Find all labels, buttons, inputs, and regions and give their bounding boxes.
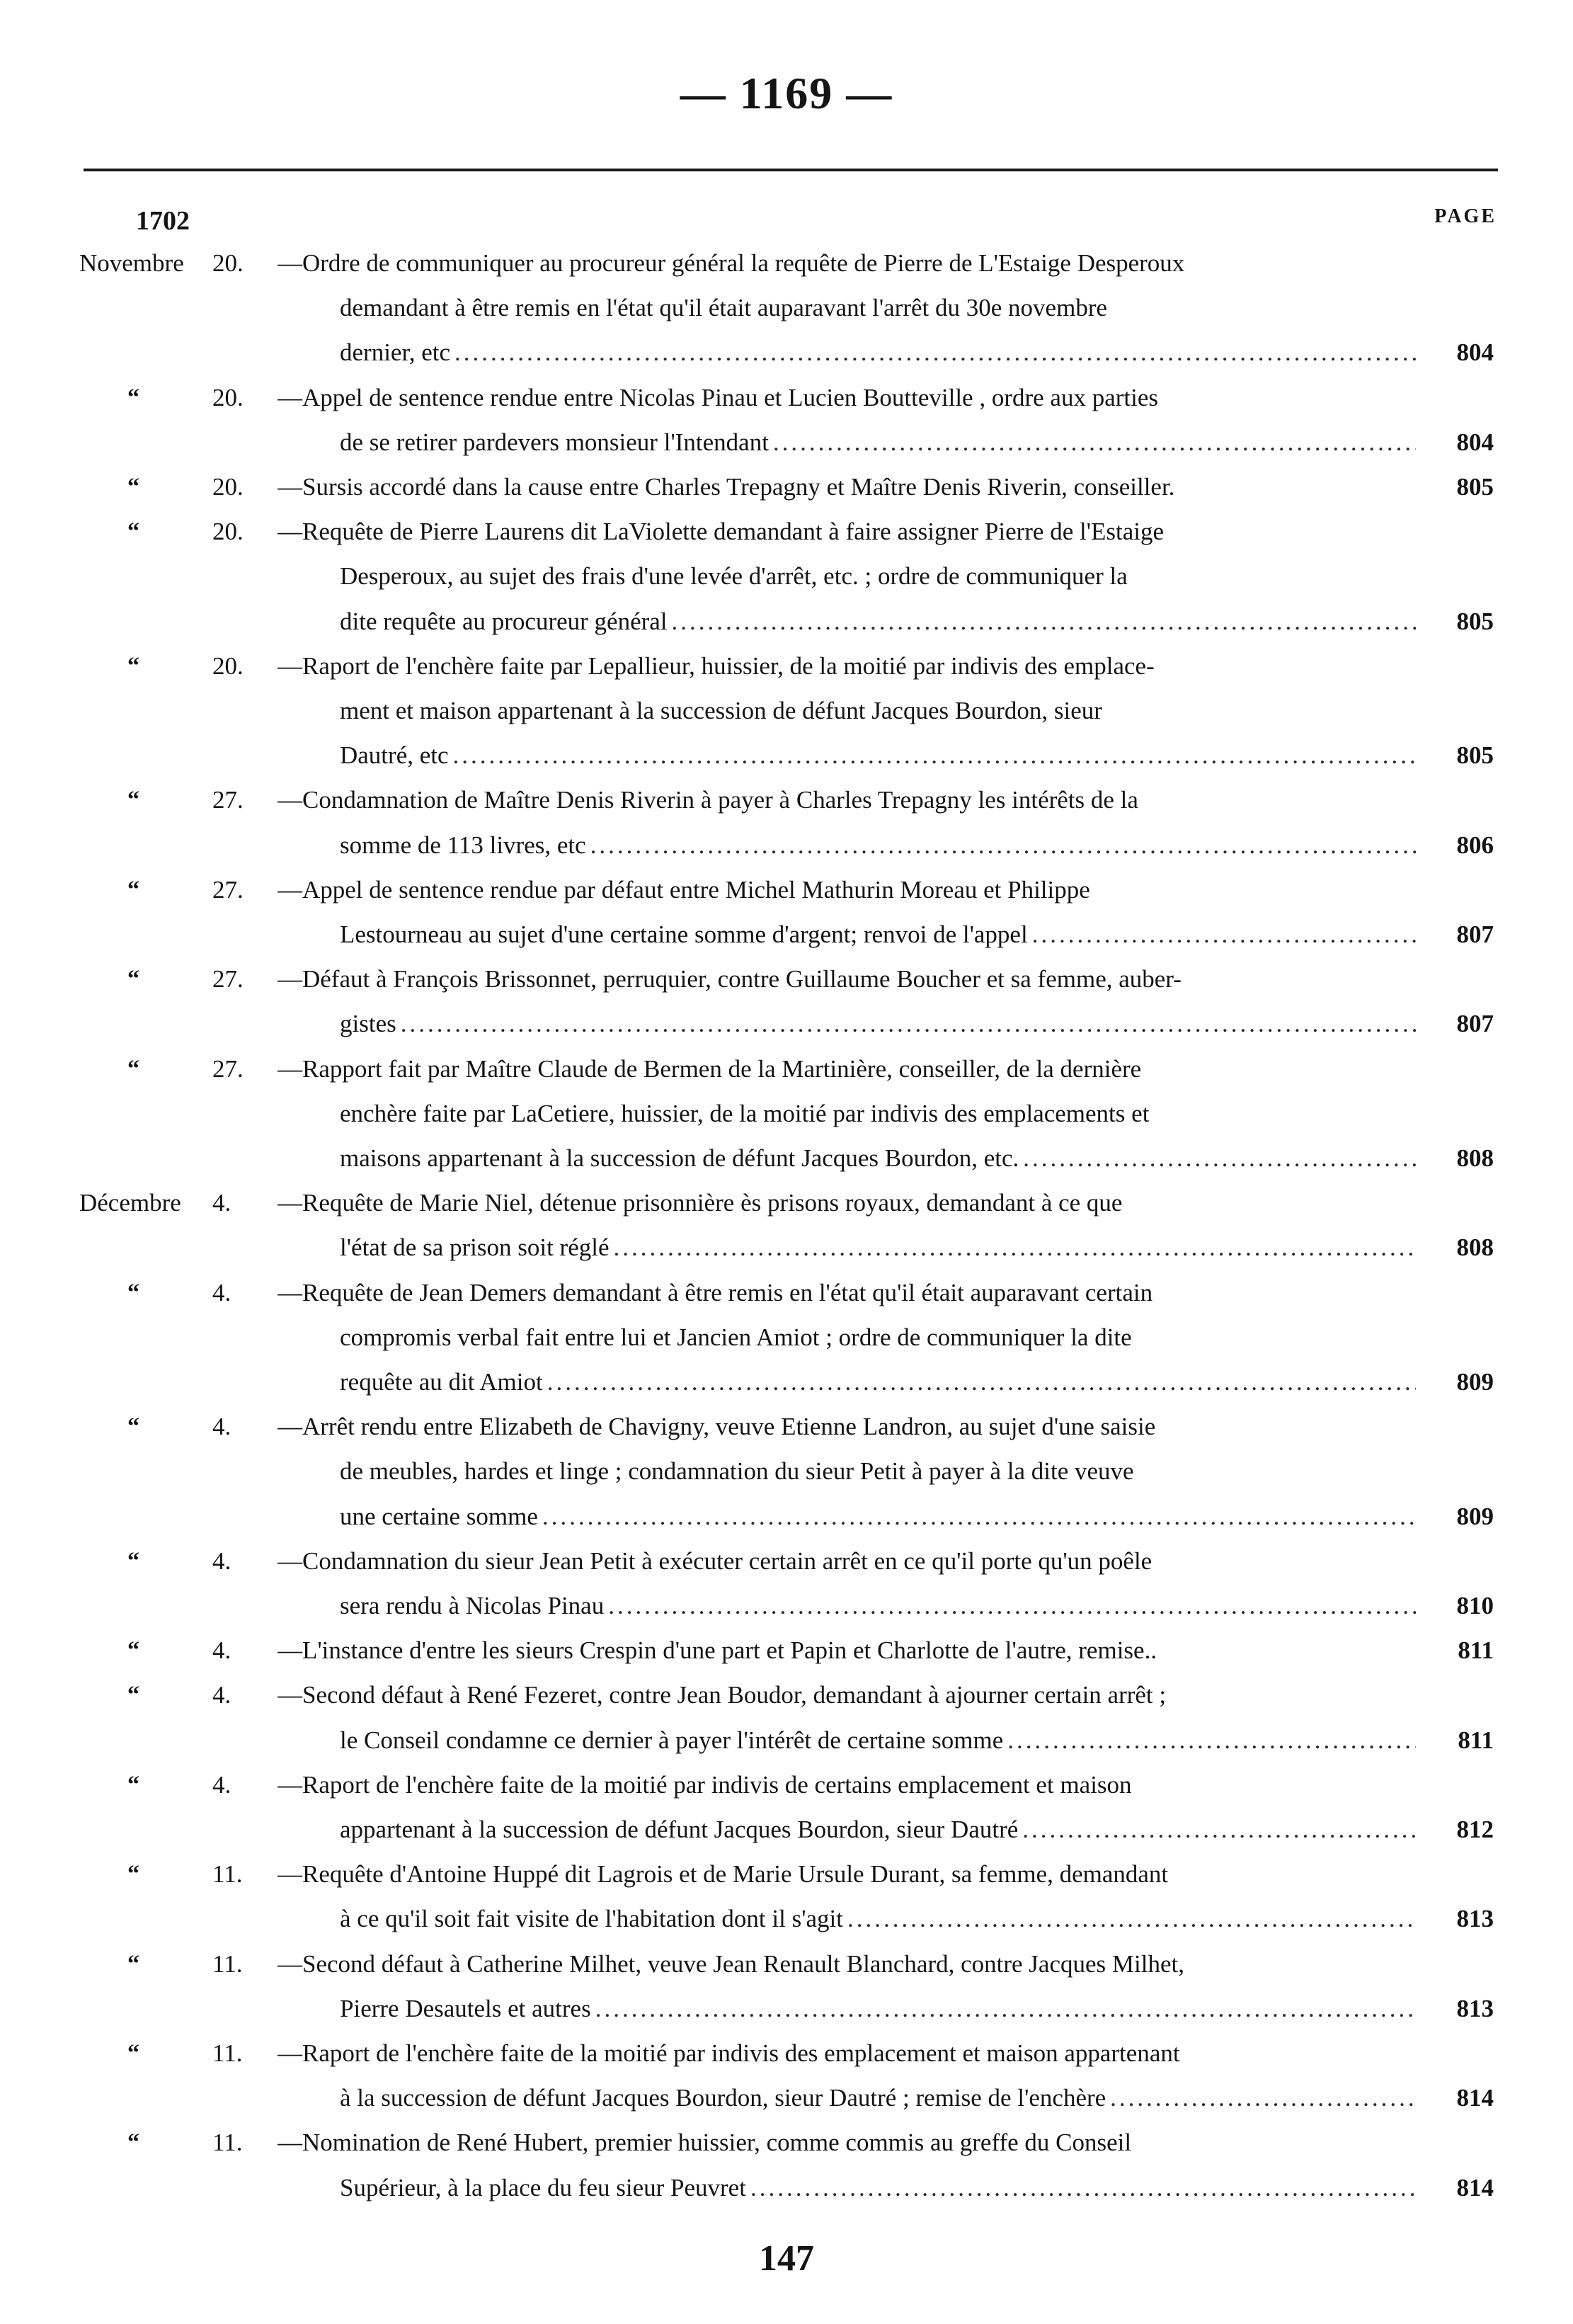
entry-text: à la succession de défunt Jacques Bourdon, sieur Dautré ; remise de l'enchère xyxy=(340,2084,1106,2112)
entry-text-line xyxy=(278,867,1416,913)
entry-text-line xyxy=(278,1180,1416,1226)
entry-text-line xyxy=(340,1494,1416,1539)
entry-text-line xyxy=(340,1091,1416,1137)
page-reference: 804 xyxy=(1456,338,1494,367)
entry-text: de se retirer pardevers monsieur l'Intendant xyxy=(340,428,769,456)
entry-text: enchère faite par LaCetiere, huissier, de la moitié par indivis des emplacements et xyxy=(340,1099,1150,1127)
dot-leader xyxy=(769,420,1416,465)
entry-text: dite requête au procureur général xyxy=(340,607,668,635)
dot-leader xyxy=(396,1001,1416,1047)
ditto-mark: “ xyxy=(127,384,139,411)
entry-text: maisons appartenant à la succession de défunt Jacques Bourdon, etc. xyxy=(340,1144,1019,1172)
entry-text-line xyxy=(278,1673,1416,1718)
entry-text: —Condamnation de Maître Denis Riverin à payer à Charles Trepagny les intérêts de la xyxy=(278,786,1138,814)
entry-text-line xyxy=(340,1315,1416,1360)
dot-leader xyxy=(1028,912,1416,957)
ditto-mark: “ xyxy=(127,1950,139,1977)
page-reference: 806 xyxy=(1456,831,1494,859)
page-number: — 1169 — xyxy=(680,68,893,118)
page-reference: 805 xyxy=(1456,741,1494,770)
entry-text: à ce qu'il soit fait visite de l'habitation dont il s'agit xyxy=(340,1905,844,1933)
entry-text-line xyxy=(340,823,1416,868)
entry-text: —Requête de Marie Niel, détenue prisonnière ès prisons royaux, demandant à ce que xyxy=(278,1189,1123,1217)
entry-text: Pierre Desautels et autres xyxy=(340,1994,591,2022)
page-reference: 813 xyxy=(1456,1994,1494,2022)
entry-text: le Conseil condamne ce dernier à payer l'intérêt de certaine somme xyxy=(340,1726,1004,1754)
entry-text-line xyxy=(340,1449,1416,1494)
entry-text-line xyxy=(278,1404,1416,1449)
page-reference: 811 xyxy=(1458,1726,1494,1754)
entry-text: demandant à être remis en l'état qu'il était auparavant l'arrêt du 30e novembre xyxy=(340,294,1108,322)
ditto-mark: “ xyxy=(127,1861,139,1888)
dot-leader xyxy=(591,1986,1416,2032)
entry-day: 4. xyxy=(212,1681,231,1709)
page-reference: 805 xyxy=(1456,607,1494,635)
entry-text: —Appel de sentence rendue entre Nicolas Pinau et Lucien Boutteville , ordre aux parties xyxy=(278,383,1159,411)
entry-text: —Requête de Pierre Laurens dit LaViolette demandant à faire assigner Pierre de l'Estaige xyxy=(278,518,1165,546)
page-reference: 807 xyxy=(1456,1010,1494,1038)
ditto-mark: “ xyxy=(127,2040,139,2066)
entry-day: 20. xyxy=(212,518,244,546)
entry-text-line xyxy=(278,509,1416,554)
entry-text: —Raport de l'enchère faite de la moitié par indivis de certains emplacement et maison xyxy=(278,1770,1132,1799)
entry-text: —Nomination de René Hubert, premier huissier, comme commis au greffe du Conseil xyxy=(278,2129,1132,2157)
entry-text: —Défaut à François Brissonnet, perruquier, contre Guillaume Boucher et sa femme, auber- xyxy=(278,965,1182,993)
dot-leader xyxy=(1018,1807,1416,1852)
entry-day: 11. xyxy=(212,1949,243,1978)
entry-day: 20. xyxy=(212,473,244,501)
entry-text-line xyxy=(278,1852,1416,1897)
entry-day: 11. xyxy=(212,2039,243,2067)
ditto-mark: “ xyxy=(127,1279,139,1306)
entry-text-line xyxy=(340,554,1416,599)
entry-text: —Ordre de communiquer au procureur général la requête de Pierre de L'Estaige Desperoux xyxy=(278,249,1185,277)
ditto-mark: “ xyxy=(127,652,139,679)
entry-text-line xyxy=(340,1986,1416,2032)
page-reference: 811 xyxy=(1458,1636,1494,1665)
entry-text: Lestourneau au sujet d'une certaine somme d'argent; renvoi de l'appel xyxy=(340,921,1028,948)
entry-text-line xyxy=(340,599,1416,644)
entry-text: —Appel de sentence rendue par défaut entre Michel Mathurin Moreau et Philippe xyxy=(278,875,1090,904)
entry-text: —L'instance d'entre les sieurs Crespin d'une part et Papin et Charlotte de l'autre, remise.. xyxy=(278,1636,1157,1665)
entry-day: 20. xyxy=(212,383,244,411)
entry-text-line xyxy=(278,1942,1416,1987)
page-reference: 808 xyxy=(1456,1234,1494,1262)
entry-text-line xyxy=(340,688,1416,734)
ditto-mark: “ xyxy=(127,966,139,993)
entry-text-line xyxy=(340,330,1416,375)
entry-text: —Requête d'Antoine Huppé dit Lagrois et de Marie Ursule Durant, sa femme, demandant xyxy=(278,1860,1169,1889)
entry-text-line xyxy=(340,1225,1416,1270)
entry-text-line xyxy=(278,241,1416,286)
entry-text-line xyxy=(278,1628,1416,1673)
page-reference: 807 xyxy=(1456,921,1494,948)
page-reference: 810 xyxy=(1456,1592,1494,1619)
entry-text: —Raport de l'enchère faite de la moitié par indivis des emplacement et maison appartenant xyxy=(278,2039,1180,2067)
ditto-mark: “ xyxy=(127,876,139,903)
year-heading: 1702 xyxy=(136,206,190,236)
entry-text-line xyxy=(278,1047,1416,1092)
page-reference: 809 xyxy=(1456,1368,1494,1396)
dot-leader xyxy=(586,823,1416,868)
entry-day: 4. xyxy=(212,1278,231,1306)
dot-leader xyxy=(668,599,1416,644)
entry-text: dernier, etc xyxy=(340,338,450,367)
entry-day: 4. xyxy=(212,1636,231,1665)
ditto-mark: “ xyxy=(127,1637,139,1664)
dot-leader xyxy=(610,1225,1416,1270)
ditto-mark: “ xyxy=(127,1771,139,1798)
entry-day: 27. xyxy=(212,875,244,904)
entry-day: 4. xyxy=(212,1770,231,1799)
dot-leader xyxy=(538,1494,1416,1539)
entry-text-line xyxy=(278,465,1416,510)
entry-text: —Requête de Jean Demers demandant à être remis en l'état qu'il était auparavant certain xyxy=(278,1278,1153,1306)
entry-text-line xyxy=(340,1001,1416,1047)
entry-text: Dautré, etc xyxy=(340,741,449,770)
entry-text: Supérieur, à la place du feu sieur Peuvret xyxy=(340,2173,746,2201)
entry-text: —Arrêt rendu entre Elizabeth de Chavigny, veuve Etienne Landron, au sujet d'une saisie xyxy=(278,1413,1156,1441)
entry-day: 4. xyxy=(212,1189,231,1217)
entry-text-line xyxy=(278,957,1416,1002)
dot-leader xyxy=(449,733,1416,778)
page-reference: 812 xyxy=(1456,1816,1494,1843)
entry-text: requête au dit Amiot xyxy=(340,1368,543,1396)
entry-text-line xyxy=(278,1762,1416,1808)
ditto-mark: “ xyxy=(127,1413,139,1440)
entry-text: —Second défaut à René Fezeret, contre Jean Boudor, demandant à ajourner certain arrêt ; xyxy=(278,1681,1167,1709)
entry-day: 11. xyxy=(212,2129,243,2157)
entry-text-line xyxy=(278,375,1416,421)
entry-text: de meubles, hardes et linge ; condamnation du sieur Petit à payer à la dite veuve xyxy=(340,1457,1134,1486)
entry-text-line xyxy=(278,2120,1416,2165)
entry-text-line xyxy=(340,1360,1416,1405)
entry-text: somme de 113 livres, etc xyxy=(340,831,586,859)
page-reference: 804 xyxy=(1456,428,1494,456)
entry-text: —Second défaut à Catherine Milhet, veuve Jean Renault Blanchard, contre Jacques Milhet, xyxy=(278,1949,1184,1978)
page-reference: 814 xyxy=(1456,2084,1494,2112)
entry-text: gistes xyxy=(340,1010,396,1038)
entry-text-line xyxy=(278,2031,1416,2076)
dot-leader xyxy=(1019,1136,1416,1181)
entry-text-line xyxy=(340,1718,1416,1763)
entry-day: 27. xyxy=(212,1054,244,1083)
entry-text: —Sursis accordé dans la cause entre Charles Trepagny et Maître Denis Riverin, conseiller. xyxy=(278,473,1175,501)
page-reference: 814 xyxy=(1456,2173,1494,2201)
month-label: Décembre xyxy=(79,1189,181,1217)
entry-text-line xyxy=(340,420,1416,465)
entry-text: appartenant à la succession de défunt Jacques Bourdon, sieur Dautré xyxy=(340,1816,1019,1843)
entry-text-line xyxy=(340,912,1416,957)
entry-day: 27. xyxy=(212,965,244,993)
entry-text-line xyxy=(340,2165,1416,2211)
entry-day: 20. xyxy=(212,651,244,680)
dot-leader xyxy=(604,1583,1416,1629)
entry-day: 11. xyxy=(212,1860,243,1889)
page-column-label: PAGE xyxy=(1434,205,1497,227)
entry-text: compromis verbal fait entre lui et Jancien Amiot ; ordre de communiquer la dite xyxy=(340,1323,1132,1351)
entry-text: sera rendu à Nicolas Pinau xyxy=(340,1592,605,1619)
entry-text-line xyxy=(278,1270,1416,1316)
entry-day: 20. xyxy=(212,249,244,277)
entry-text-line xyxy=(340,733,1416,778)
footer-number: 147 xyxy=(759,2238,814,2279)
entry-day: 4. xyxy=(212,1547,231,1575)
entry-text-line xyxy=(340,1583,1416,1629)
page-reference: 808 xyxy=(1456,1144,1494,1172)
entry-text: —Raport de l'enchère faite par Lepallieur, huissier, de la moitié par indivis des emplace- xyxy=(278,651,1155,680)
dot-leader xyxy=(746,2165,1416,2211)
page-reference: 813 xyxy=(1456,1905,1494,1933)
ditto-mark: “ xyxy=(127,787,139,814)
entry-text-line xyxy=(278,1539,1416,1584)
entry-text: —Rapport fait par Maître Claude de Bermen de la Martinière, conseiller, de la dernière xyxy=(278,1054,1142,1083)
dot-leader xyxy=(1106,2075,1416,2121)
dot-leader xyxy=(1003,1718,1416,1763)
entry-text-line xyxy=(340,1807,1416,1852)
ditto-mark: “ xyxy=(127,1682,139,1709)
entry-text-line xyxy=(340,285,1416,331)
entry-text-line xyxy=(340,2075,1416,2121)
entry-text-line xyxy=(278,644,1416,689)
ditto-mark: “ xyxy=(127,1547,139,1574)
dot-leader xyxy=(843,1896,1416,1942)
entry-text: une certaine somme xyxy=(340,1502,538,1530)
entry-text: l'état de sa prison soit réglé xyxy=(340,1234,610,1262)
entry-text: ment et maison appartenant à la succession de défunt Jacques Bourdon, sieur xyxy=(340,697,1102,724)
page-reference: 805 xyxy=(1456,473,1494,501)
dot-leader xyxy=(543,1360,1416,1405)
dot-leader xyxy=(450,330,1416,375)
month-label: Novembre xyxy=(79,249,184,277)
entry-day: 27. xyxy=(212,786,244,814)
ditto-mark: “ xyxy=(127,518,139,545)
entry-text-line xyxy=(340,1896,1416,1942)
entry-text-line xyxy=(278,777,1416,823)
entry-day: 4. xyxy=(212,1413,231,1441)
page-reference: 809 xyxy=(1456,1502,1494,1530)
ditto-mark: “ xyxy=(127,474,139,500)
entry-text-line xyxy=(340,1136,1416,1181)
ditto-mark: “ xyxy=(127,1055,139,1082)
ditto-mark: “ xyxy=(127,2129,139,2156)
entry-text: Desperoux, au sujet des frais d'une levée d'arrêt, etc. ; ordre de communiquer la xyxy=(340,562,1128,591)
entry-text: —Condamnation du sieur Jean Petit à exécuter certain arrêt en ce qu'il porte qu'un poêle xyxy=(278,1547,1152,1575)
